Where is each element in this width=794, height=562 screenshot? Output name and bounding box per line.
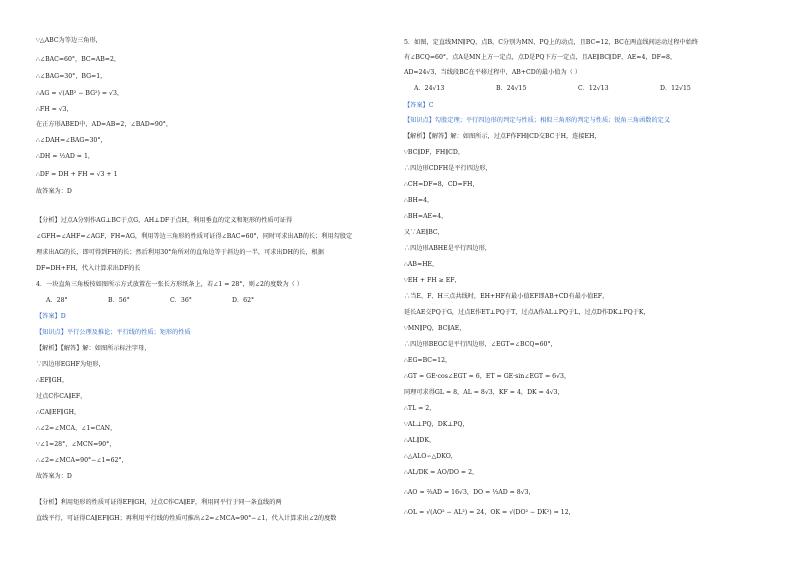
text-line: ∵四边形EGHF为矩形， — [36, 361, 105, 368]
text-line: ∴DH = ½AD = 1， — [36, 153, 95, 160]
text-line: ∴CA∥EF∥GH， — [36, 409, 81, 416]
text-line: ∴AO = ⅔AD = 16√3，DO = ⅓AD = 8√3， — [404, 489, 535, 496]
knowledge-point: 【知识点】勾股定理；平行四边形的判定与性质；相似三角形的判定与性质；锐角三角函数的定义 — [404, 117, 671, 124]
text-line: 延长AE交PQ于G，过点E作ET⊥PQ于T，过点A作AL⊥PQ于L，过点D作DK⊥PQ于K， — [404, 309, 650, 316]
analysis-line: 理求出AG的长，即可得到FH的长；然后利用30°角所对的直角边等于斜边的一半，可求出DH的长，根据 — [36, 249, 324, 256]
question-5-choices — [414, 86, 742, 92]
question-4-stem: 4．一块直角三角板按如图所示方式放置在一张长方形纸条上，若∠1 = 28°，则∠2的度数为（ ） — [36, 281, 303, 288]
analysis-line: 【分析】利用矩形的性质可证得EF∥GH，过点C作CA∥EF，利用同平行于同一条直线的两 — [36, 499, 282, 506]
text-line: ∴∠2=∠MCA，∠1=CAN， — [36, 425, 117, 432]
choice-a: A．24√13 — [414, 85, 445, 92]
analysis-line: 【分析】过点A分别作AG⊥BC于点G，AH⊥DF于点H，利用垂直的定义和矩形的性质可证得 — [36, 217, 293, 224]
question-5-stem: 有∠BCQ=60°，点A是MN上方一定点，点D是PQ下方一定点，且AE∥BC∥DF，AE=4，DF=8， — [404, 54, 677, 61]
text-line: ∴AG = √(AB² − BG²) = √3， — [36, 90, 124, 97]
text-line: 又∵AE∥BC， — [404, 229, 444, 236]
text-line: ∵MN∥PQ，BC∥AE， — [404, 325, 466, 332]
text-line: ∴四边形ABHE是平行四边形， — [404, 245, 491, 252]
choice-b: B．24√15 — [496, 85, 527, 92]
text-line: 同理可求得GL = 8，AL = 8√3，KF = 4，DK = 4√3， — [404, 389, 564, 396]
text-line: 故答案为：D — [36, 188, 72, 195]
text-line: ∴AB=HE， — [404, 261, 439, 268]
question-5-stem: 5．如图，定直线MN∥PQ，点B、C分别为MN、PQ上的动点，且BC=12，BC在两直线间运动过程中始终 — [404, 39, 699, 46]
text-line: ∵∠1=28°，∠MCN=90°， — [36, 441, 116, 448]
text-line: ∴OL = √(AO² − AL²) = 24，OK = √(DO² − DK²) = 12， — [404, 509, 575, 516]
choice-c: C．12√13 — [578, 85, 609, 92]
choice-d: D．12√15 — [660, 85, 691, 92]
text-line: ∴当E、F、H三点共线时，EH+HF有最小值EF即AB+CD有最小值EF， — [404, 293, 609, 300]
text-line: ∴∠DAH=∠BAG=30°， — [36, 137, 107, 144]
choice-a: A．28° — [46, 297, 68, 304]
text-line: ∴TL = 2， — [404, 405, 436, 412]
text-line: ∵BC∥DF，FH∥CD， — [404, 149, 465, 156]
choice-c: C．36° — [170, 297, 192, 304]
text-line: 故答案为：D — [36, 473, 72, 480]
answer-label: 【答案】D — [36, 313, 66, 320]
text-line: ∴∠BAC=60°，BC=AB=2， — [36, 56, 121, 63]
text-line: 在正方形ABED中，AD=AB=2，∠BAD=90°， — [36, 121, 173, 128]
text-line: ∴EG=BC=12， — [404, 357, 452, 364]
text-line: ∴AL/DK = AO/DO = 2， — [404, 469, 479, 476]
text-line: ∴BH=AE=4， — [404, 213, 448, 220]
text-line: ∴∠BAG=30°，BG=1， — [36, 73, 107, 80]
text-line: ∴EF∥GH， — [36, 377, 69, 384]
choice-d: D．62° — [232, 297, 255, 304]
text-line: ∵EH + FH ≥ EF， — [404, 277, 461, 284]
solution-header: 【解析】【解答】解：如图所示标注字母， — [36, 345, 151, 352]
text-line: ∴四边形BEGC是平行四边形，∠EGT=∠BCQ=60°， — [404, 341, 557, 348]
choice-b: B．56° — [108, 297, 130, 304]
text-line: ∵AL⊥PQ，DK⊥PQ， — [404, 421, 469, 428]
text-line: ∴FH = √3， — [36, 106, 73, 113]
text-line: ∴AL∥DK， — [404, 437, 436, 444]
question-4-choices — [46, 298, 294, 304]
text-line: ∴四边形CDFH是平行四边形， — [404, 165, 492, 172]
text-line: ∴△ALO∽△DKO， — [404, 453, 457, 460]
knowledge-point: 【知识点】平行公理及推论；平行线的性质；矩形的性质 — [36, 329, 191, 336]
analysis-line: ∠GFH=∠AHF=∠AGF，FH=AG，利用等边三角形的性质可证得∠BAC=60°，同时可求出AB的长；利用勾股定 — [36, 233, 353, 240]
analysis-line: DF=DH+FH，代入计算求出DF的长 — [36, 265, 141, 272]
text-line: ∴CH=DF=8，CD=FH， — [404, 181, 479, 188]
text-line: ∵△ABC为等边三角形， — [36, 37, 102, 44]
solution-header: 【解析】【解答】解：如图所示，过点F作FH∥CD交BC于H，连接EH， — [404, 133, 601, 140]
text-line: ∴BH=4， — [404, 197, 434, 204]
text-line: ∴GT = GE·cos∠EGT = 6，ET = GE·sin∠EGT = 6√3， — [404, 373, 571, 380]
text-line: ∴DF = DH + FH = √3 + 1 — [36, 171, 118, 178]
answer-label: 【答案】C — [404, 102, 434, 109]
text-line: 过点C作CA∥EF， — [36, 393, 87, 400]
question-5-stem: AD=24√3，当线段BC在平移过程中，AB+CD的最小值为（ ） — [404, 69, 581, 76]
text-line: ∴∠2=∠MCA=90°−∠1=62°， — [36, 457, 128, 464]
analysis-line: 直线平行，可证得CA∥EF∥GH；再利用平行线的性质可推出∠2=∠MCA=90°−∠1，代入计算求出∠2的度数 — [36, 515, 337, 522]
